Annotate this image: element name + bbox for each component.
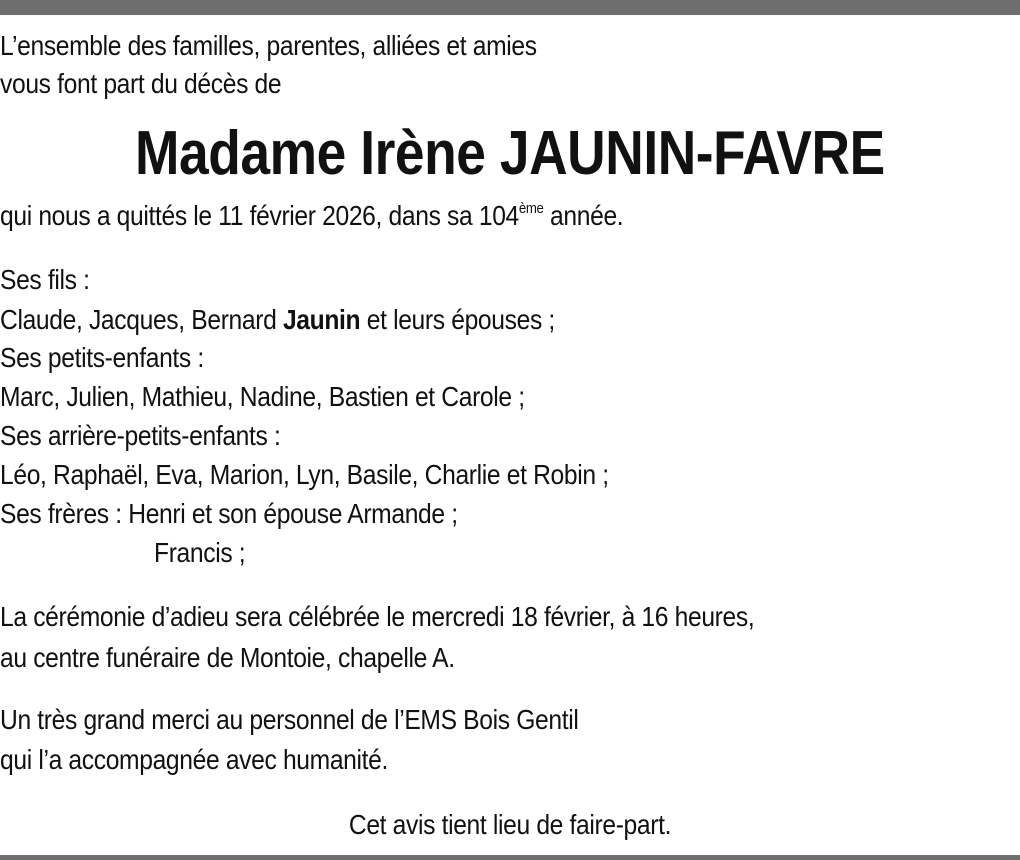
intro-line-1: L’ensemble des familles, parentes, alliées et amies xyxy=(0,30,537,61)
ordinal-suffix: ème xyxy=(518,200,544,217)
brothers-names-1: Henri et son épouse Armande ; xyxy=(128,498,458,529)
brothers-heading: Ses frères : xyxy=(0,498,122,529)
death-announcement xyxy=(0,198,623,234)
thanks-line-1: Un très grand merci au personnel de l’EMS Bois Gentil xyxy=(0,704,579,735)
death-text: qui nous a quittés le 11 février 2026, dans sa 104 xyxy=(0,200,519,231)
thanks-line-2: qui l’a accompagnée avec humanité. xyxy=(0,744,389,775)
sons-surname: Jaunin xyxy=(282,304,361,335)
deceased-name: Madame Irène JAUNIN-FAVRE xyxy=(135,119,885,188)
sons-suffix: et leurs épouses ; xyxy=(360,304,555,335)
brothers-line-1 xyxy=(0,496,458,532)
sons-heading: Ses fils : xyxy=(0,264,90,295)
ceremony-line-2: au centre funéraire de Montoie, chapelle A. xyxy=(0,642,455,673)
ceremony-line-1: La cérémonie d’adieu sera célébrée le mercredi 18 février, à 16 heures, xyxy=(0,601,755,632)
great-grandchildren-heading: Ses arrière-petits-enfants : xyxy=(0,420,281,451)
deceased-name-heading xyxy=(0,118,1020,190)
intro-line-2: vous font part du décès de xyxy=(0,68,282,99)
grandchildren-names: Marc, Julien, Mathieu, Nadine, Bastien et Carole ; xyxy=(0,381,525,412)
top-border-bar xyxy=(0,0,1020,15)
death-text-end: année. xyxy=(543,200,624,231)
sons-names xyxy=(0,302,555,338)
bottom-border-bar xyxy=(0,855,1020,860)
brothers-line-2: Francis ; xyxy=(154,537,246,568)
great-grandchildren-names: Léo, Raphaël, Eva, Marion, Lyn, Basile, Charlie et Robin ; xyxy=(0,459,609,490)
sons-first-names: Claude, Jacques, Bernard xyxy=(0,304,283,335)
closing-note: Cet avis tient lieu de faire-part. xyxy=(348,809,672,840)
grandchildren-heading: Ses petits-enfants : xyxy=(0,342,204,373)
